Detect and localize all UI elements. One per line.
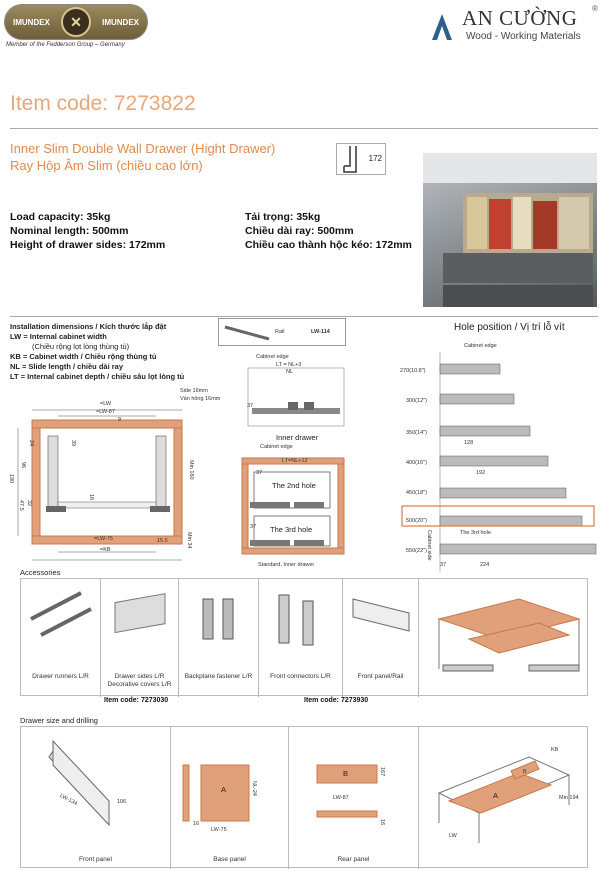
accessory-assembly [419,579,589,697]
hole-2-label: The 2nd hole [272,481,316,490]
size-350: 350(14") [406,430,427,436]
cabinet-front-side [338,464,344,554]
cabinet-back-side [242,464,248,554]
accessory-runners [21,579,101,697]
accessory-caption-fastener: Backplane fastener L/R [184,673,253,680]
cabinet-edge-1: Cabinet edge [256,354,289,360]
drawer-3d-cell [419,727,589,869]
specs-vi [245,210,412,252]
accessory-fastener [179,579,259,697]
base-panel-cell [171,727,289,869]
left-runner [46,506,66,512]
dim-37-top: 37 [247,403,254,409]
drawer-size-heading: Drawer size and drilling [20,716,98,725]
front-panel-caption: Front panel [79,856,112,863]
product-photo [423,153,597,307]
dim-47-5: 47.5 [18,500,24,511]
front-connectors-icon [259,579,343,659]
legend-lt: LT = Internal cabinet depth / chiều sâu lọt lòng tủ [10,372,185,381]
lt-nl12: LT=NL+12 [282,458,308,464]
member-text: Member of the Fedderson Group – Germany [6,42,125,48]
accessory-sides [101,579,179,697]
item-code-a: Item code: 7273030 [104,697,169,704]
size-550: 550(22") [406,548,427,554]
accessory-caption-sides: Drawer sides L/R Decorative covers L/R [107,673,172,688]
specs-en [10,210,165,252]
imundex-emblem-icon: ✕ [61,7,91,37]
item-code-b: Item code: 7273930 [304,697,369,704]
drawer-assembly-icon [419,579,589,697]
dim-lw134: LW-134 [58,792,79,808]
legend-kb: KB = Cabinet width / Chiều rộng thùng tủ [10,352,157,361]
right-runner [150,506,170,512]
dim-16-base: 16 [193,821,200,827]
side-note-2: Ván hông 16mm [180,396,221,402]
dim-kb-3d: KB [551,747,559,753]
left-drawer-side [48,436,58,508]
dim-128: 128 [464,440,474,446]
size-400: 400(16") [406,460,427,466]
cabinet-right-panel [174,428,182,536]
accessory-caption-connectors: Front connectors L/R [270,673,331,680]
drawer-sides-icon [101,579,179,659]
hole-position-chart [400,352,598,572]
spec-length-vi: Chiều dài ray: 500mm [245,225,354,237]
accessory-front-panel [343,579,419,697]
spec-length: Nominal length: 500mm [10,225,129,237]
accessory-caption-runners: Drawer runners L/R [32,673,89,680]
drawer-profile-icon [340,144,362,174]
product-title-vi: Ray Hộp Âm Slim (chiều cao lớn) [10,158,203,173]
dim-min194: Min 194 [559,795,579,801]
size-450: 450(18") [406,490,427,496]
cabinet-side-label: Cabinet side [426,530,432,561]
dim-16-rear: 16 [379,819,385,826]
dim-lw75: =LW-75 [94,536,113,542]
side-note-1: Side 16mm [180,388,208,394]
dim-15-5: 15.5 [157,538,168,544]
rear-label-b: B [343,769,349,778]
brand-subtitle: Wood - Working Materials [466,31,581,42]
third-hole-label: The 3rd hole [460,530,491,536]
hole-3-label: The 3rd hole [270,525,313,534]
nl-label: NL [286,369,294,375]
rear-panel-cell [289,727,419,869]
an-cuong-mark-icon [428,10,456,44]
rear-panel-drawing [289,727,419,847]
rail-box [218,318,346,346]
standard-caption: Standard, Inner drawer [258,562,315,568]
install-legend [10,322,240,382]
legend-nl: NL = Slide length / chiều dài ray [10,362,124,371]
product-title-en: Inner Slim Double Wall Drawer (Hight Drawer) [10,141,276,156]
size-270: 270(10.8") [400,368,426,374]
dim-lw-3d: LW [449,833,457,839]
dim-16: 16 [88,494,94,501]
front-panel-drawing [21,727,171,847]
profile-height-value: 172 [368,154,382,163]
accessory-connectors [259,579,343,697]
divider [10,316,598,317]
dim-37-low: 37 [250,524,257,530]
imundex-logo: IMUNDEX ✕ IMUNDEX [4,4,148,40]
base-panel-caption: Base panel [213,856,246,863]
drawer-label-a: A [493,791,499,800]
rail-icon [223,323,273,343]
spec-height: Height of drawer sides: 172mm [10,239,166,251]
accessories-heading: Accessories [20,568,61,577]
size-500: 500(20") [406,518,427,524]
dim-224: 224 [480,562,490,568]
dim-39: 39 [70,440,76,447]
inner-drawer-label: Inner drawer [276,433,319,442]
accessory-caption-front-panel: Front panel/Rail [357,673,404,680]
front-panel-cell [21,727,171,869]
spec-height-vi: Chiều cao thành hộc kéo: 172mm [245,239,412,251]
rail-code: LW-114 [311,329,330,335]
size-300: 300(12") [406,398,427,404]
drawer-size-table [20,726,588,868]
dim-lw: =LW [100,401,112,407]
profile-height-box [336,143,386,175]
dim-9: 9 [118,417,122,423]
dim-min160: Min 160 [188,460,194,480]
spec-load: Load capacity: 35kg [10,211,111,223]
hole-position-heading: Hole position / Vị trí lỗ vít [454,322,565,333]
dim-37-mid: 37 [256,470,263,476]
dim-96: 96 [20,462,26,469]
divider [10,128,598,129]
item-code-title: Item code: 7273822 [10,92,196,115]
dim-lw87-rear: LW-87 [333,795,349,801]
rail-label: Rail [275,329,285,335]
drawer-label-b: B [523,769,527,775]
dim-37-hole: 37 [440,562,447,568]
dim-nl24: NL-24 [251,781,257,796]
dim-min34: Min 34 [186,532,192,549]
front-panel-rail-icon [343,579,419,659]
rear-panel-caption: Rear panel [337,856,370,863]
install-heading: Installation dimensions / Kích thước lắp đặt [10,322,167,331]
drawer-runners-icon [21,579,101,659]
dim-106: 106 [117,799,127,805]
dim-lw87: =LW-87 [96,409,115,415]
dim-32: 32 [26,500,32,507]
legend-lw: LW = Internal cabinet width [10,332,107,341]
dim-kb: =KB [100,547,111,553]
cabinet-top-panel [32,420,182,428]
cabinet-edge-2: Cabinet edge [260,444,293,450]
lt-nl3: LT = NL+3 [276,362,302,368]
accessories-table [20,578,588,696]
registered-mark: ® [592,4,598,13]
spec-load-vi: Tải trọng: 35kg [245,211,321,223]
drawer-base [58,502,156,508]
dim-167: 167 [379,767,385,777]
product-title [10,140,275,174]
dim-24: 24 [28,440,34,447]
legend-lw-vi: (Chiều rộng lọt lòng thùng tủ) [32,342,130,351]
brand-name: AN CƯỜNG [462,6,578,30]
right-drawer-side [156,436,166,508]
dim-192: 192 [476,470,486,476]
hole-cabinet-edge: Cabinet edge [464,343,497,349]
base-panel-drawing [171,727,289,847]
dim-190: 190 [8,474,14,484]
dim-lw75-base: LW-75 [211,827,227,833]
drawer-photo-illustration [423,153,597,307]
base-label-a: A [221,785,227,794]
backplane-fastener-icon [179,579,259,659]
